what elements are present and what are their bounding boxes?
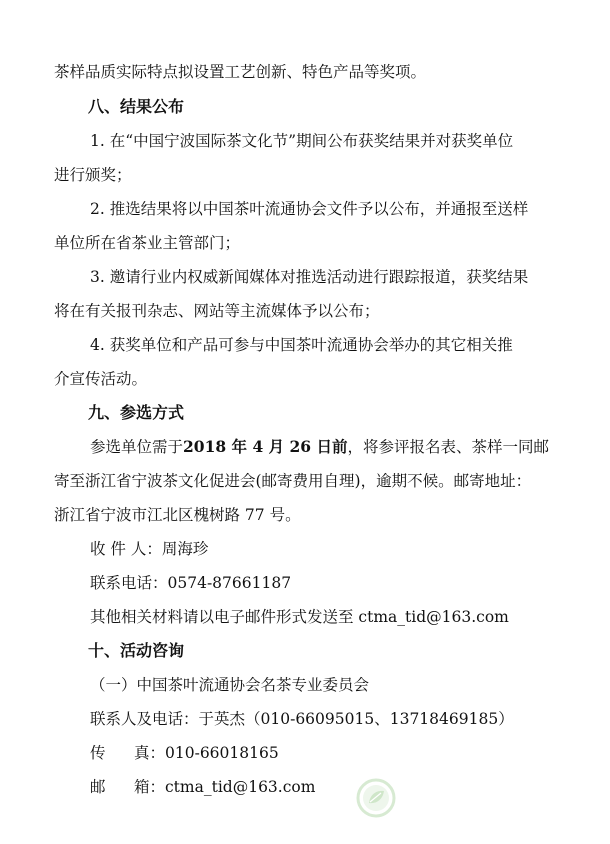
- section-9-paragraph-line-1: [90, 437, 549, 457]
- intro-text: 茶样品质实际特点拟设置工艺创新、特色产品等奖项。: [54, 63, 427, 81]
- section-8-item-2-line-2: 单位所在省茶业主管部门；: [54, 234, 241, 252]
- recipient-line: 收 件 人：周海珍: [90, 540, 209, 558]
- section-9-paragraph-lead: 参选单位需于: [90, 438, 184, 456]
- section-10-heading: 十、活动咨询: [88, 641, 185, 660]
- section-8-item-2-line-1: 2. 推选结果将以中国茶叶流通协会文件予以公布，并通报至送样: [90, 200, 529, 218]
- section-8-item-1-line-1: 1. 在“中国宁波国际茶文化节”期间公布获奖结果并对获奖单位: [90, 132, 514, 150]
- contact-line: 联系人及电话：于英杰（010-66095015、13718469185）: [90, 710, 514, 728]
- email-label: 邮: [90, 778, 106, 796]
- section-9-paragraph-line-3: 浙江省宁波市江北区槐树路 77 号。: [54, 506, 301, 524]
- section-8-heading: 八、结果公布: [88, 97, 185, 116]
- fax-value: 真：010-66018165: [134, 744, 279, 762]
- section-8-item-3-line-2: 将在有关报刊杂志、网站等主流媒体予以公布；: [54, 302, 380, 320]
- committee-line: （一）中国茶叶流通协会名茶专业委员会: [90, 676, 370, 694]
- deadline-date: 2018 年 4 月 26 日前: [183, 437, 348, 456]
- section-8-item-4-line-1: 4. 获奖单位和产品可参与中国茶叶流通协会举办的其它相关推: [90, 336, 513, 354]
- section-9-heading: 九、参选方式: [88, 403, 185, 422]
- email-value: 箱：ctma_tid@163.com: [134, 778, 316, 796]
- phone-line: 联系电话：0574-87661187: [90, 574, 292, 592]
- section-8-item-4-line-2: 介宣传活动。: [54, 370, 148, 388]
- section-8-item-1-line-2: 进行颁奖；: [54, 166, 132, 184]
- section-9-paragraph-rest: ，将参评报名表、茶样一同邮: [347, 438, 550, 456]
- fax-label: 传: [90, 744, 106, 762]
- tea-leaf-logo-icon: [356, 778, 396, 818]
- section-8-item-3-line-1: 3. 邀请行业内权威新闻媒体对推选活动进行跟踪报道，获奖结果: [90, 268, 529, 286]
- section-9-paragraph-line-2: 寄至浙江省宁波茶文化促进会(邮寄费用自理)，逾期不候。邮寄地址：: [54, 472, 532, 490]
- other-materials-line: 其他相关材料请以电子邮件形式发送至 ctma_tid@163.com: [90, 608, 509, 626]
